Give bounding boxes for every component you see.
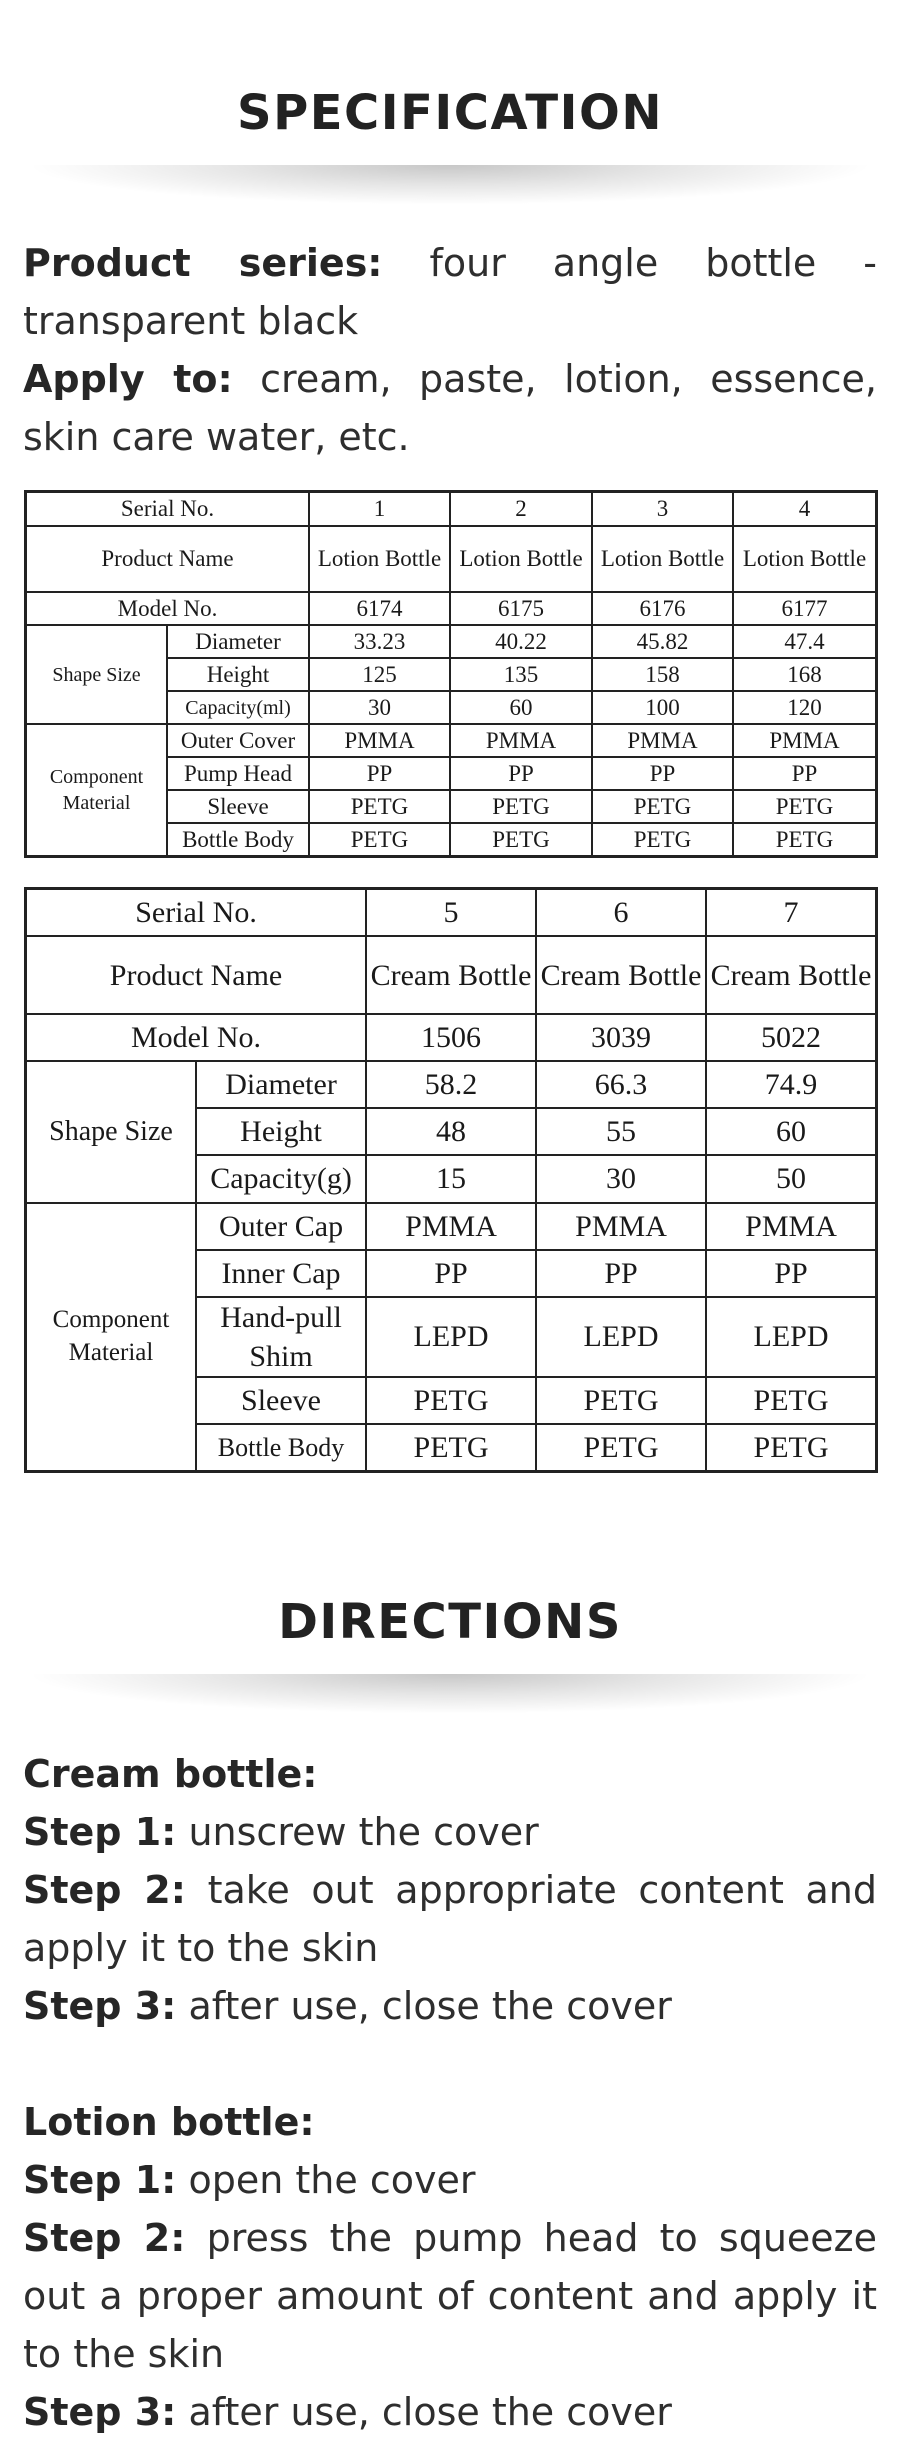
bottle-body-cell: PETG [592,823,733,856]
sleeve-cell: PETG [536,1377,706,1424]
serial-cell: 2 [450,492,592,526]
product-name-header: Product Name [26,936,366,1014]
list-item [23,2383,877,2441]
inner-cap-cell: PP [366,1250,536,1297]
inner-cap-label: Inner Cap [196,1250,366,1297]
serial-header: Serial No. [26,889,366,936]
product-name-cell: Lotion Bottle [309,526,450,592]
model-header: Model No. [26,592,309,625]
sleeve-label: Sleeve [196,1377,366,1424]
serial-cell: 7 [706,889,876,936]
step-label: Step 3: [23,2390,177,2434]
height-label: Height [167,658,309,691]
table-row [26,889,876,936]
sleeve-cell: PETG [450,790,592,823]
height-cell: 135 [450,658,592,691]
bottle-body-cell: PETG [309,823,450,856]
product-name-cell: Lotion Bottle [450,526,592,592]
apply-to-line [23,350,877,466]
step-text: take out appropriate content and apply it to the skin [23,1868,877,1970]
product-series-label: Product series: [23,241,383,285]
bottle-body-cell: PETG [366,1424,536,1471]
cream-spec-table [25,888,877,1472]
specification-title: SPECIFICATION [237,85,663,141]
product-name-cell: Cream Bottle [706,936,876,1014]
capacity-cell: 100 [592,691,733,724]
capacity-cell: 50 [706,1155,876,1202]
outer-cap-label: Outer Cap [196,1203,366,1250]
serial-cell: 5 [366,889,536,936]
step-text: after use, close the cover [188,1984,672,2028]
pump-head-cell: PP [309,757,450,790]
bottle-body-cell: PETG [536,1424,706,1471]
list-item [23,2151,877,2209]
outer-cap-cell: PMMA [706,1203,876,1250]
sleeve-cell: PETG [592,790,733,823]
diameter-cell: 40.22 [450,625,592,658]
outer-cover-cell: PMMA [733,724,876,757]
sleeve-cell: PETG [733,790,876,823]
hand-pull-shim-cell: LEPD [366,1297,536,1377]
serial-cell: 3 [592,492,733,526]
sleeve-label: Sleeve [167,790,309,823]
height-cell: 125 [309,658,450,691]
outer-cover-cell: PMMA [592,724,733,757]
diameter-cell: 33.23 [309,625,450,658]
capacity-label: Capacity(ml) [167,691,309,724]
diameter-cell: 74.9 [706,1061,876,1108]
model-cell: 6175 [450,592,592,625]
outer-cap-cell: PMMA [366,1203,536,1250]
lotion-heading [23,2093,877,2151]
model-header: Model No. [26,1014,366,1061]
inner-cap-cell: PP [536,1250,706,1297]
capacity-cell: 15 [366,1155,536,1202]
pump-head-cell: PP [450,757,592,790]
outer-cover-cell: PMMA [309,724,450,757]
list-item [23,1861,877,1977]
product-name-cell: Lotion Bottle [733,526,876,592]
title-shadow-divider [25,165,875,205]
table-row [26,1014,876,1061]
capacity-cell: 120 [733,691,876,724]
spacer [23,2035,877,2093]
list-item [23,2209,877,2383]
step-label: Step 2: [23,1868,186,1912]
diameter-label: Diameter [196,1061,366,1108]
shape-size-header: Shape Size [26,625,167,724]
height-cell: 60 [706,1108,876,1155]
height-cell: 55 [536,1108,706,1155]
diameter-cell: 45.82 [592,625,733,658]
product-name-cell: Cream Bottle [366,936,536,1014]
diameter-cell: 47.4 [733,625,876,658]
sleeve-cell: PETG [706,1377,876,1424]
step-text: press the pump head to squeeze out a proper amount of content and apply it to the skin [23,2216,877,2376]
serial-cell: 1 [309,492,450,526]
product-series-value: four angle bottle - transparent black [23,241,877,343]
model-cell: 6176 [592,592,733,625]
lotion-spec-table [25,491,877,857]
bottle-body-cell: PETG [450,823,592,856]
pump-head-cell: PP [592,757,733,790]
cream-heading-text: Cream bottle: [23,1752,318,1796]
diameter-cell: 58.2 [366,1061,536,1108]
apply-to-label: Apply to: [23,357,233,401]
step-text: unscrew the cover [188,1810,539,1854]
step-label: Step 1: [23,1810,177,1854]
outer-cap-cell: PMMA [536,1203,706,1250]
step-label: Step 2: [23,2216,186,2260]
apply-to-value: cream, paste, lotion, essence, skin care water, etc. [23,357,877,459]
product-series-line [23,234,877,350]
title-shadow-divider [25,1674,875,1714]
height-cell: 158 [592,658,733,691]
hand-pull-shim-label: Hand-pull Shim [196,1297,366,1377]
model-cell: 6174 [309,592,450,625]
sleeve-cell: PETG [309,790,450,823]
cream-heading [23,1745,877,1803]
table-row [26,526,876,592]
bottle-body-label: Bottle Body [196,1424,366,1471]
step-label: Step 3: [23,1984,177,2028]
model-cell: 5022 [706,1014,876,1061]
product-name-cell: Cream Bottle [536,936,706,1014]
directions-body [23,1745,877,2441]
table-row [26,724,876,757]
model-cell: 6177 [733,592,876,625]
diameter-label: Diameter [167,625,309,658]
table-row [26,625,876,658]
inner-cap-cell: PP [706,1250,876,1297]
list-item [23,1977,877,2035]
product-name-header: Product Name [26,526,309,592]
pump-head-label: Pump Head [167,757,309,790]
table-row [26,1061,876,1108]
step-text: open the cover [188,2158,476,2202]
table-row [26,492,876,526]
component-material-header: Component Material [26,724,167,856]
outer-cover-cell: PMMA [450,724,592,757]
directions-title: DIRECTIONS [278,1594,622,1650]
diameter-cell: 66.3 [536,1061,706,1108]
step-label: Step 1: [23,2158,177,2202]
hand-pull-shim-cell: LEPD [706,1297,876,1377]
height-cell: 168 [733,658,876,691]
lotion-heading-text: Lotion bottle: [23,2100,315,2144]
bottle-body-label: Bottle Body [167,823,309,856]
capacity-cell: 30 [309,691,450,724]
height-label: Height [196,1108,366,1155]
product-info [23,234,877,466]
bottle-body-cell: PETG [733,823,876,856]
table-row [26,592,876,625]
table-row [26,1203,876,1250]
outer-cover-label: Outer Cover [167,724,309,757]
list-item [23,1803,877,1861]
hand-pull-shim-cell: LEPD [536,1297,706,1377]
model-cell: 3039 [536,1014,706,1061]
height-cell: 48 [366,1108,536,1155]
capacity-cell: 60 [450,691,592,724]
bottle-body-cell: PETG [706,1424,876,1471]
sleeve-cell: PETG [366,1377,536,1424]
serial-cell: 6 [536,889,706,936]
table-row [26,936,876,1014]
product-name-cell: Lotion Bottle [592,526,733,592]
step-text: after use, close the cover [188,2390,672,2434]
capacity-cell: 30 [536,1155,706,1202]
serial-header: Serial No. [26,492,309,526]
capacity-label: Capacity(g) [196,1155,366,1202]
model-cell: 1506 [366,1014,536,1061]
serial-cell: 4 [733,492,876,526]
shape-size-header: Shape Size [26,1061,196,1202]
component-material-header: Component Material [26,1203,196,1471]
pump-head-cell: PP [733,757,876,790]
